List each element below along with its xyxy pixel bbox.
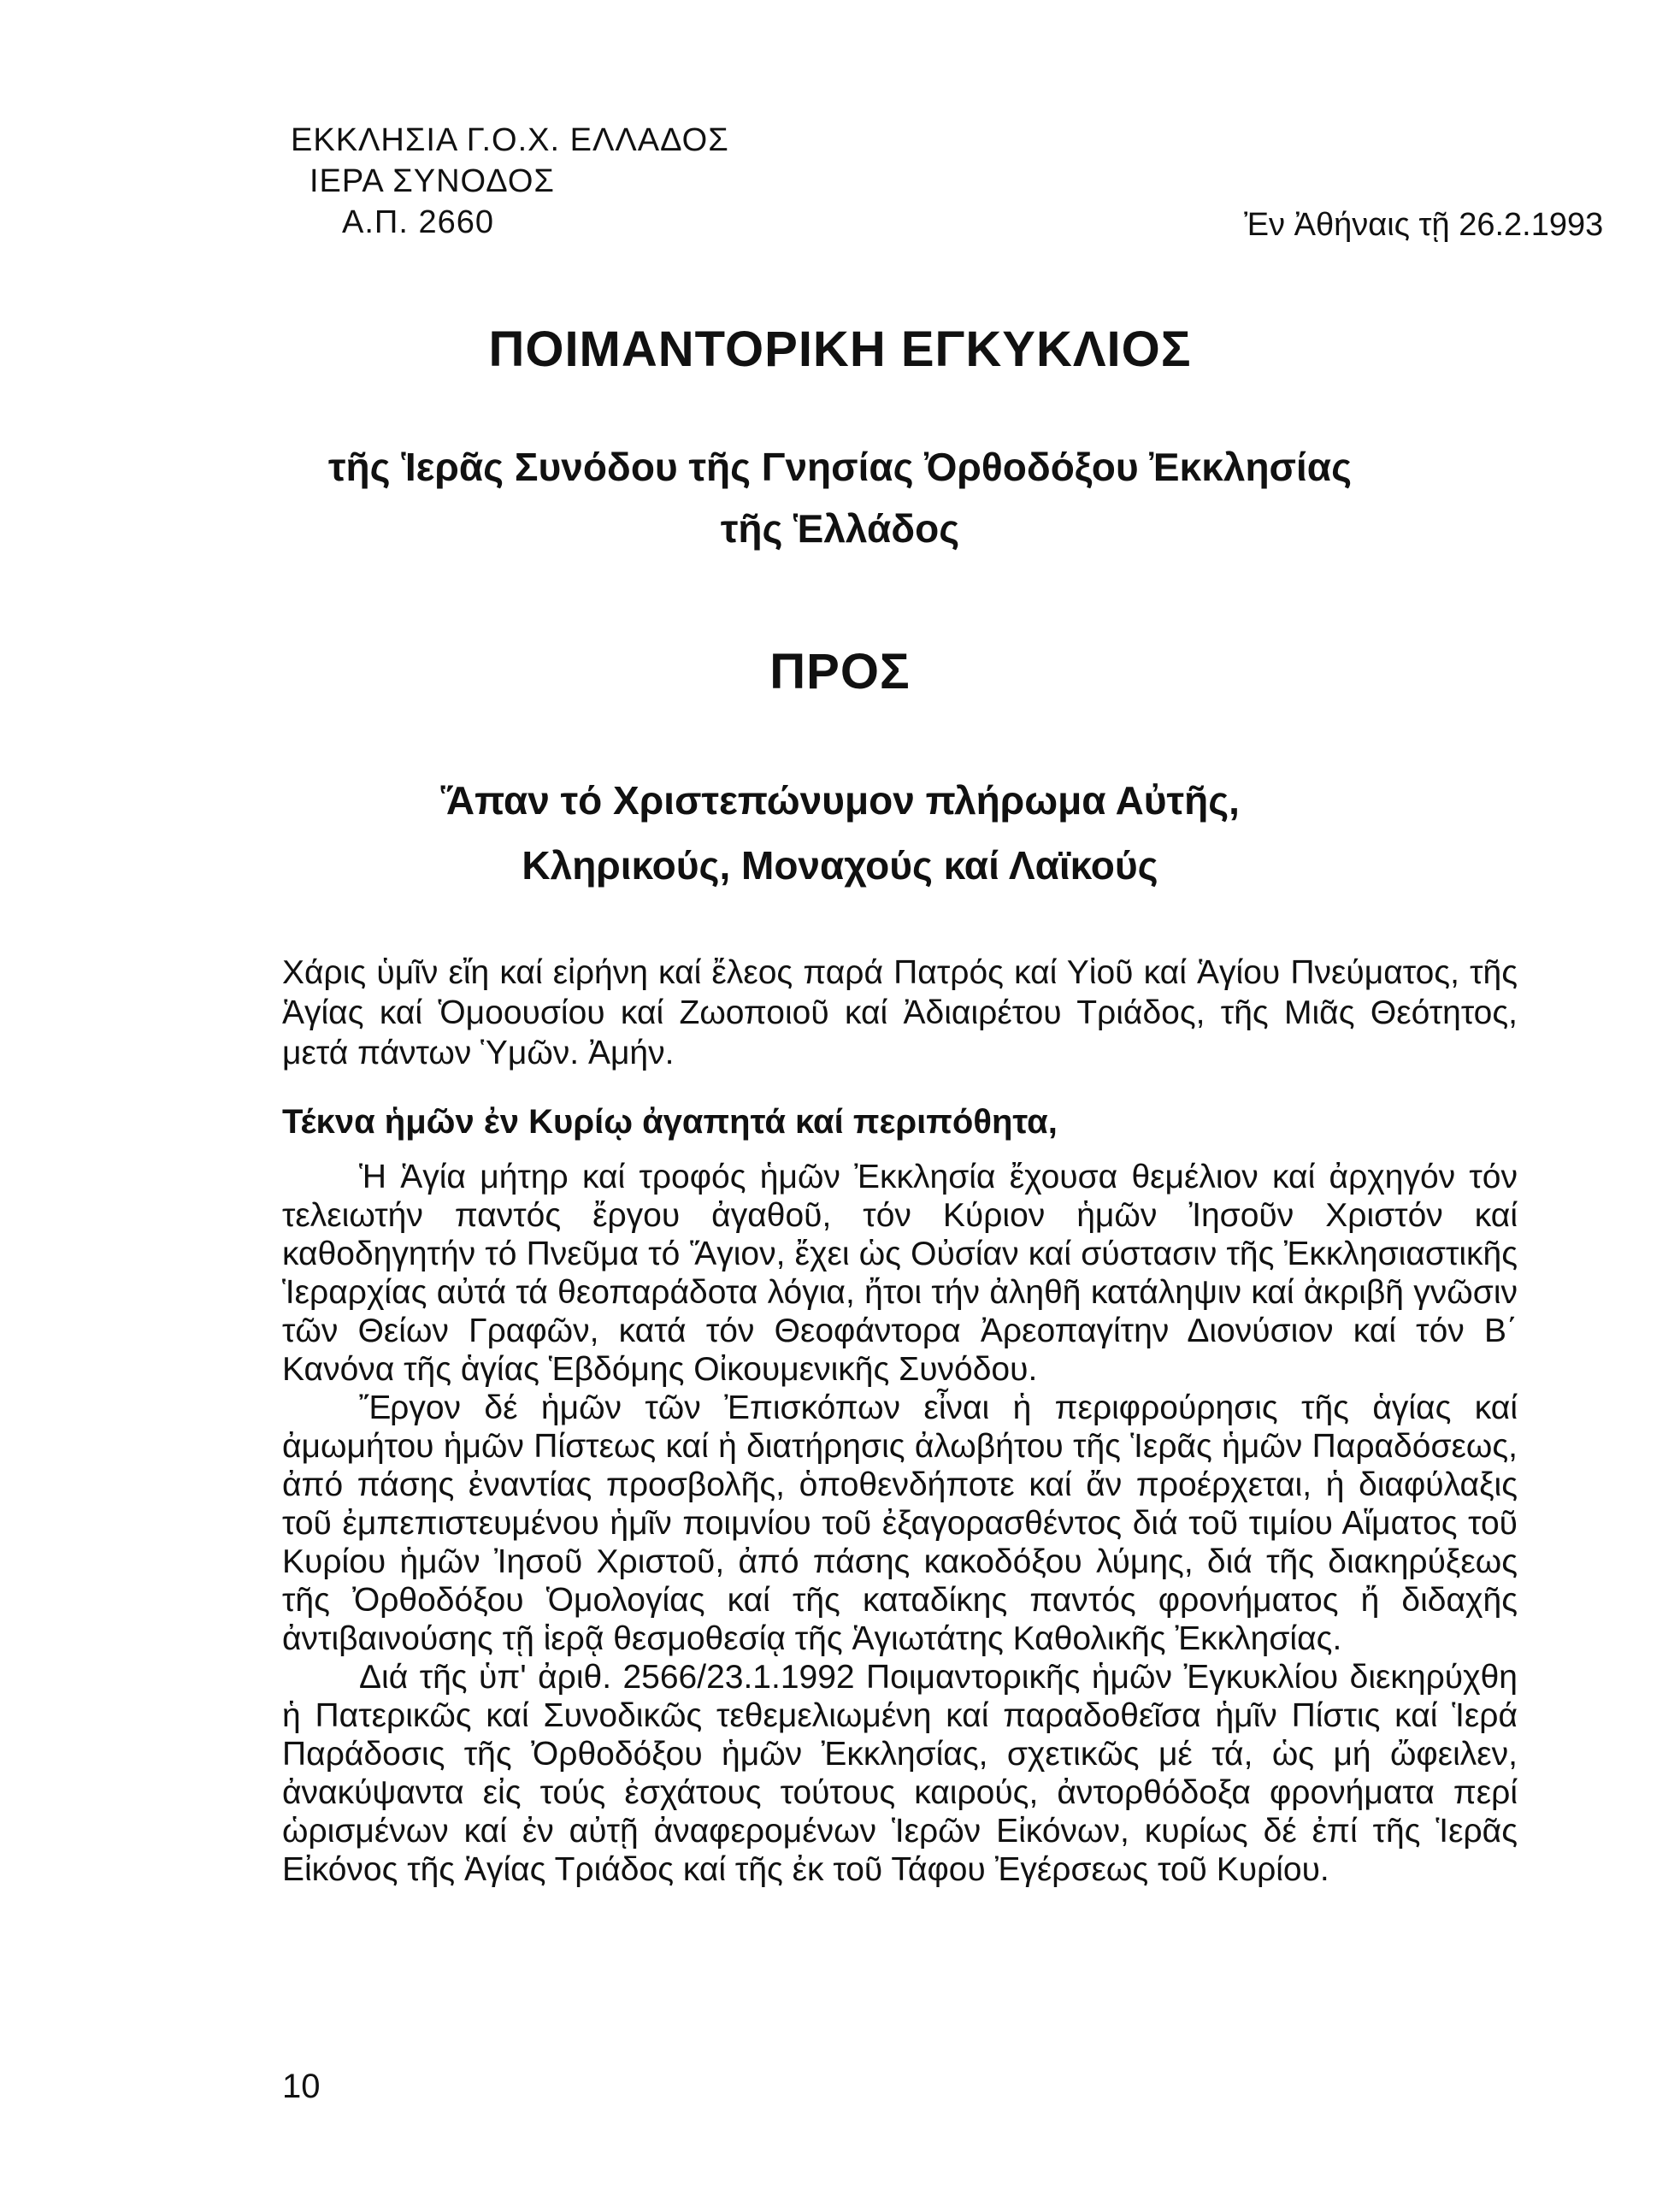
body-text <box>282 1158 1518 1889</box>
recipients-line-2: Κληρικούς, Μοναχούς καί Λαϊκούς <box>522 843 1158 888</box>
salutation: Τέκνα ἡμῶν ἐν Κυρίῳ ἀγαπητά καί περιπόθητα, <box>282 1103 1058 1141</box>
subtitle-line-1: τῆς Ἱερᾶς Συνόδου τῆς Γνησίας Ὀρθοδόξου Ἐκκλησίας <box>328 445 1352 489</box>
body-paragraph: Ἔργον δέ ἡμῶν τῶν Ἐπισκόπων εἶναι ἡ περιφρούρησις τῆς ἁγίας καί ἀμωμήτου ἡμῶν Πίστεως καί ἡ διατήρησις ἀλωβήτου τῆς Ἱερᾶς ἡμῶν Παραδόσεως, ἀπό πάσης ἐναντίας προσβολῆς, ὁποθενδήποτε καί ἄν προέρχεται, ἡ διαφύλαξις τοῦ ἐμπεπιστευμένου ἡμῖν ποιμνίου τοῦ ἐξαγορασθέντος διά τοῦ τιμίου Αἵματος τοῦ Κυρίου ἡμῶν Ἰησοῦ Χριστοῦ, ἀπό πάσης κακοδόξου λύμης, διά τῆς διακηρύξεως τῆς Ὀρθοδόξου Ὁμολογίας καί τῆς καταδίκης παντός φρονήματος ἤ διδαχῆς ἀντιβαινούσης τῇ ἱερᾷ θεσμοθεσίᾳ τῆς Ἁγιωτάτης Καθολικῆς Ἐκκλησίας. <box>282 1390 1518 1657</box>
recipients <box>0 768 1680 898</box>
letterhead-synod-name: ΙΕΡΑ ΣΥΝΟΔΟΣ <box>309 163 555 199</box>
body-paragraph: Ἡ Ἁγία μήτηρ καί τροφός ἡμῶν Ἐκκλησία ἔχουσα θεμέλιον καί ἀρχηγόν τόν τελειωτήν παντός ἔργου ἀγαθοῦ, τόν Κύριον ἡμῶν Ἰησοῦν Χριστόν καί καθοδηγητήν τό Πνεῦμα τό Ἅγιον, ἔχει ὡς Οὐσίαν καί σύστασιν τῆς Ἐκκλησιαστικῆς Ἱεραρχίας αὐτά τά θεοπαράδοτα λόγια, ἤτοι τήν ἀληθῆ κατάληψιν καί ἀκριβῆ γνῶσιν τῶν Θείων Γραφῶν, κατά τόν Θεοφάντορα Ἀρεοπαγίτην Διονύσιον καί τόν Β΄ Κανόνα τῆς ἁγίας Ἑβδόμης Οἰκουμενικῆς Συνόδου. <box>282 1159 1518 1388</box>
protocol-number: Α.Π. 2660 <box>342 204 494 240</box>
page-number: 10 <box>282 2068 321 2105</box>
document-subtitle <box>0 436 1680 559</box>
letterhead-church-name: ΕΚΚΛΗΣΙΑ Γ.Ο.Χ. ΕΛΛΑΔΟΣ <box>291 122 729 158</box>
recipients-line-1: Ἅπαν τό Χριστεπώνυμον πλήρωμα Αὐτῆς, <box>440 778 1240 823</box>
body-paragraph: Διά τῆς ὑπ' ἀριθ. 2566/23.1.1992 Ποιμαντορικῆς ἡμῶν Ἐγκυκλίου διεκηρύχθη ἡ Πατερικῶς καί Συνοδικῶς τεθεμελιωμένη καί παραδοθεῖσα ἡμῖν Πίστις καί Ἱερά Παράδοσις τῆς Ὀρθοδόξου ἡμῶν Ἐκκλησίας, σχετικῶς μέ τά, ὡς μή ὤφειλεν, ἀνακύψαντα εἰς τούς ἐσχάτους τούτους καιρούς, ἀντορθόδοξα φρονήματα περί ὡρισμένων καί ἐν αὐτῇ ἀναφερομένων Ἱερῶν Εἰκόνων, κυρίως δέ ἐπί τῆς Ἱερᾶς Εἰκόνος τῆς Ἁγίας Τριάδος καί τῆς ἐκ τοῦ Τάφου Ἐγέρσεως τοῦ Κυρίου. <box>282 1659 1518 1888</box>
letterhead <box>291 120 729 243</box>
document-date: Ἐν Ἀθήναις τῇ 26.2.1993 <box>1244 207 1604 243</box>
document-title: ΠΟΙΜΑΝΤΟΡΙΚΗ ΕΓΚΥΚΛΙΟΣ <box>488 322 1192 377</box>
subtitle-line-2: τῆς Ἑλλάδος <box>720 506 960 551</box>
pros-heading: ΠΡΟΣ <box>769 644 911 699</box>
greeting-paragraph: Χάρις ὑμῖν εἴη καί εἰρήνη καί ἔλεος παρά Πατρός καί Υἱοῦ καί Ἁγίου Πνεύματος, τῆς Ἁγίας καί Ὁμοουσίου καί Ζωοποιοῦ καί Ἀδιαιρέτου Τριάδος, τῆς Μιᾶς Θεότητος, μετά πάντων Ὑμῶν. Ἀμήν. <box>282 954 1518 1071</box>
